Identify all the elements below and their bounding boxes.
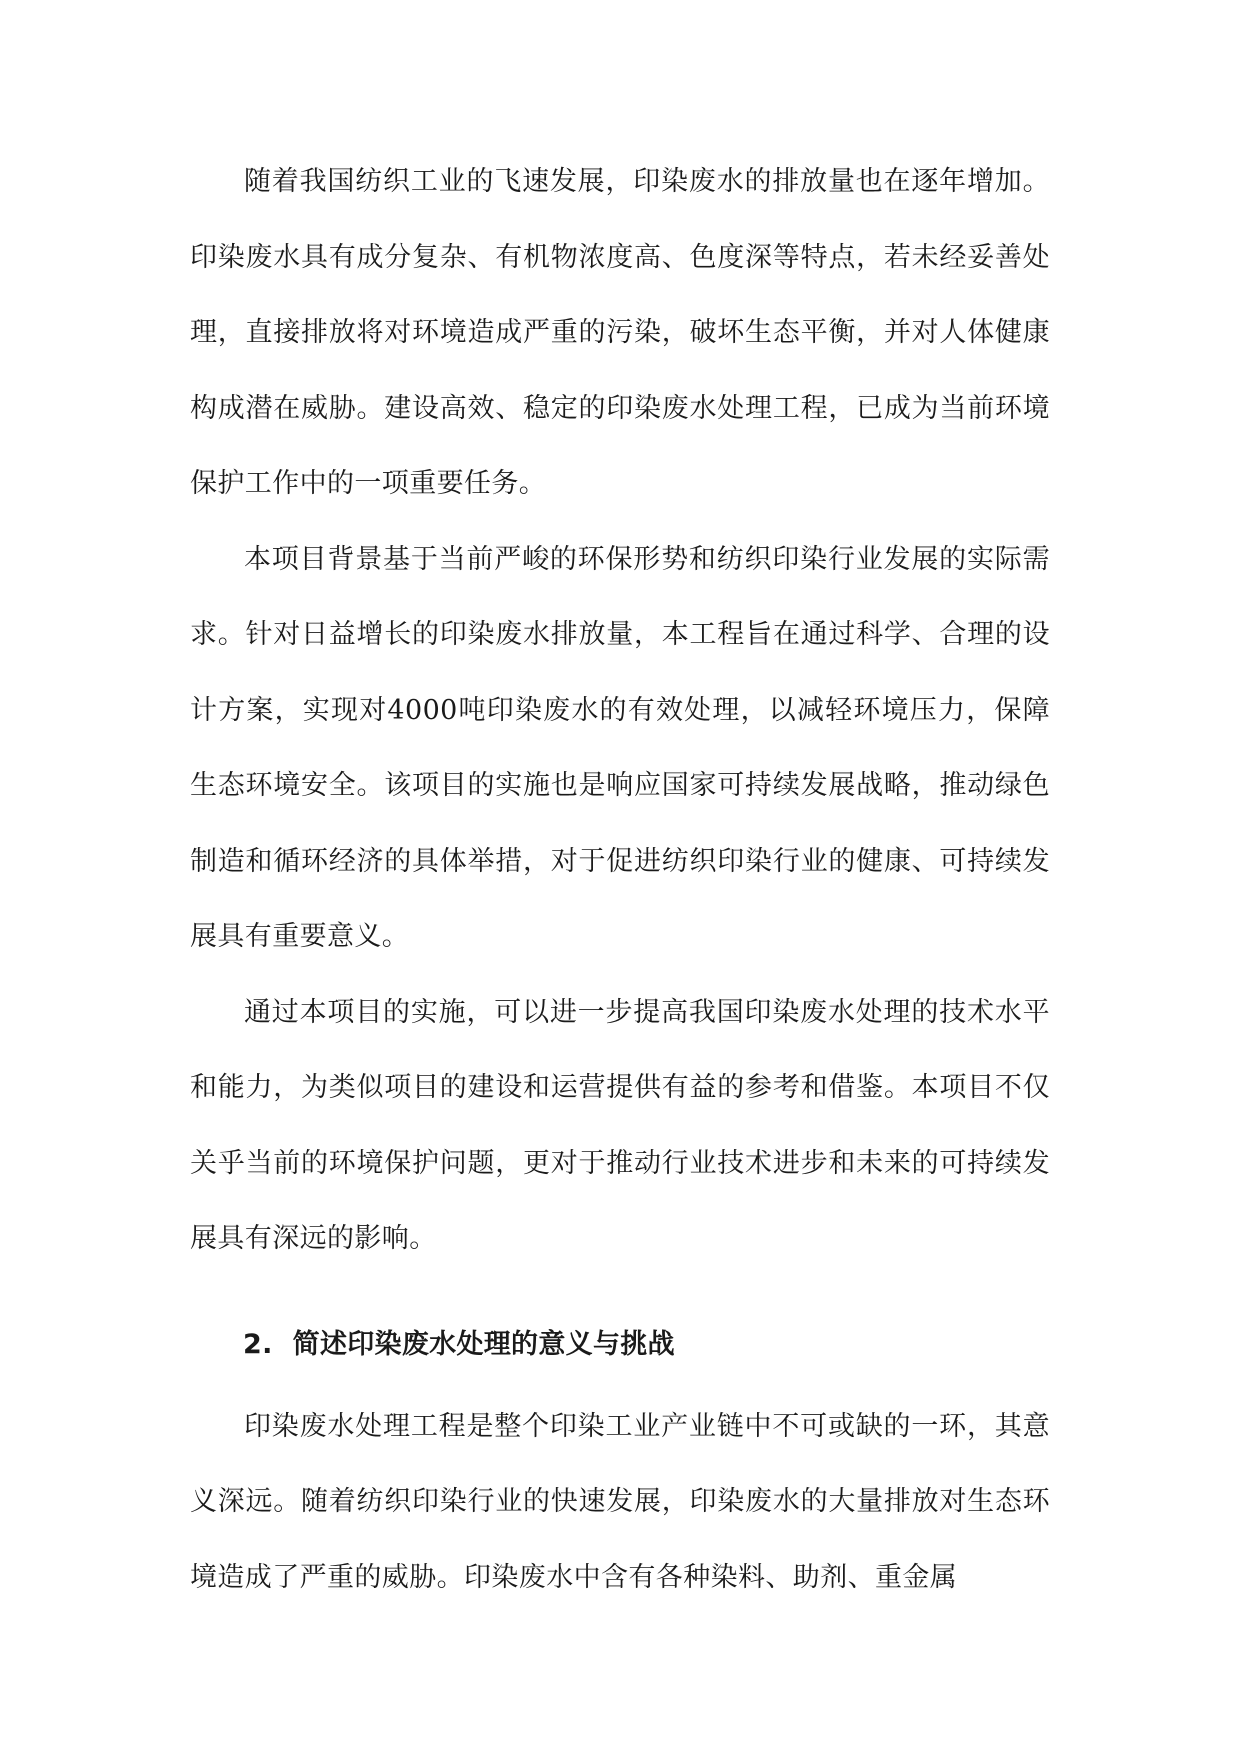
paragraph-text: 通过本项目的实施，可以进一步提高我国印染废水处理的技术水平和能力，为类似项目的建设和运营提供有益的参考和借鉴。本项目不仅关乎当前的环境保护问题，更对于推动行业技术进步和未来的可持续发展具有深远的影响。 — [190, 996, 1050, 1254]
paragraph-text: 印染废水处理工程是整个印染工业产业链中不可或缺的一环，其意义深远。随着纺织印染行业的快速发展，印染废水的大量排放对生态环境造成了严重的威胁。印染废水中含有各种染料、助剂、重金属 — [190, 1410, 1050, 1593]
section-heading — [190, 1315, 1050, 1375]
document-body — [190, 144, 1050, 1615]
section-number: 2. — [243, 1328, 273, 1360]
paragraph-project-significance — [190, 975, 1050, 1277]
paragraph-project-background — [190, 522, 1050, 975]
paragraph-background-intro — [190, 144, 1050, 522]
paragraph-treatment-significance — [190, 1389, 1050, 1616]
paragraph-text: 本项目背景基于当前严峻的环保形势和纺织印染行业发展的实际需求。针对日益增长的印染废水排放量，本工程旨在通过科学、合理的设计方案，实现对4000吨印染废水的有效处理，以减轻环境压力，保障生态环境安全。该项目的实施也是响应国家可持续发展战略，推动绿色制造和循环经济的具体举措，对于促进纺织印染行业的健康、可持续发展具有重要意义。 — [190, 543, 1050, 952]
section-title: 简述印染废水处理的意义与挑战 — [292, 1328, 675, 1360]
paragraph-text: 随着我国纺织工业的飞速发展，印染废水的排放量也在逐年增加。印染废水具有成分复杂、有机物浓度高、色度深等特点，若未经妥善处理，直接排放将对环境造成严重的污染，破坏生态平衡，并对人体健康构成潜在威胁。建设高效、稳定的印染废水处理工程，已成为当前环境保护工作中的一项重要任务。 — [190, 166, 1050, 499]
